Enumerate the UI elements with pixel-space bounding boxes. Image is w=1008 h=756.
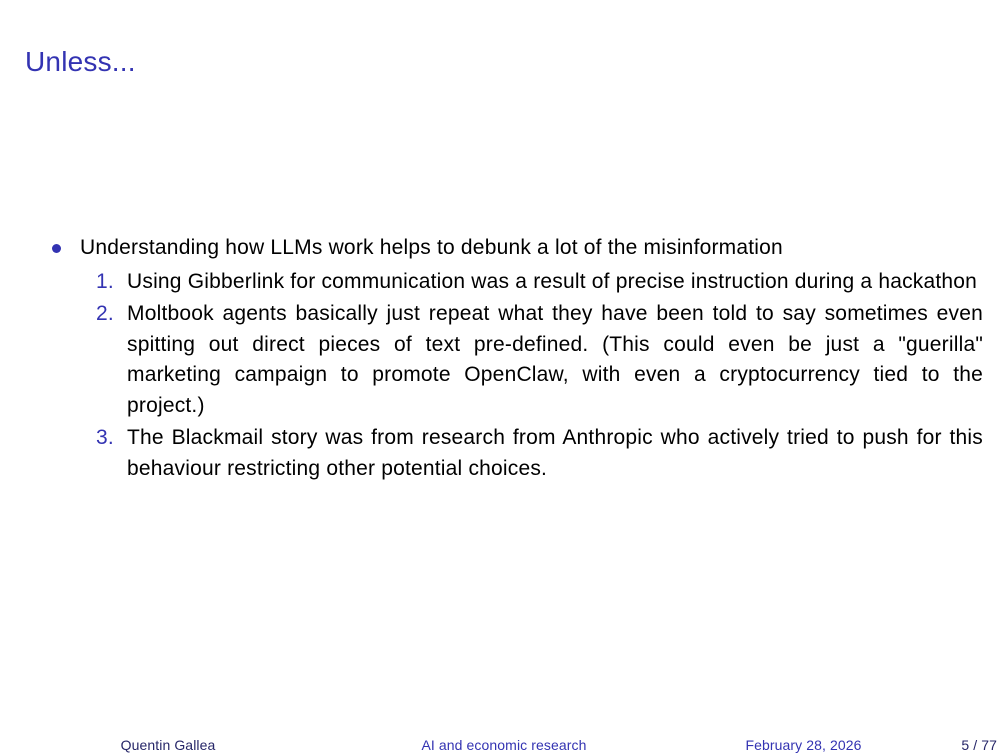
list-item bbox=[96, 423, 983, 484]
slide-title: Unless... bbox=[25, 46, 136, 77]
footer-right-group bbox=[672, 736, 1008, 754]
bullet-icon bbox=[52, 244, 61, 253]
list-item-number: 2. bbox=[96, 302, 114, 325]
footer-date: February 28, 2026 bbox=[745, 737, 862, 753]
list-item-text: Using Gibberlink for communication was a result of precise instruction during a hackathon bbox=[127, 269, 978, 293]
footer-short-title: AI and economic research bbox=[421, 737, 587, 753]
bullet-item-text: Understanding how LLMs work helps to debunk a lot of the misinformation bbox=[80, 236, 783, 259]
numbered-list bbox=[0, 267, 1008, 485]
bullet-item bbox=[0, 233, 1008, 264]
footer-page-number: 5 / 77 bbox=[961, 737, 997, 753]
footer-author: Quentin Gallea bbox=[120, 737, 216, 753]
list-item-text: Moltbook agents basically just repeat what they have been told to say sometimes even spitting out direct pieces of text pre-defined. (This could even be just a "guerilla" marketing campaign to promote OpenClaw, with even a cryptocurrency tied to the project.) bbox=[127, 302, 983, 417]
list-item bbox=[96, 267, 983, 298]
list-item-number: 3. bbox=[96, 426, 114, 449]
list-item bbox=[96, 299, 983, 421]
list-item-number: 1. bbox=[96, 269, 114, 293]
slide-footer bbox=[0, 736, 1008, 754]
list-item-text: The Blackmail story was from research from Anthropic who actively tried to push for this behaviour restricting other potential choices. bbox=[127, 426, 983, 480]
slide-body bbox=[0, 233, 1008, 484]
